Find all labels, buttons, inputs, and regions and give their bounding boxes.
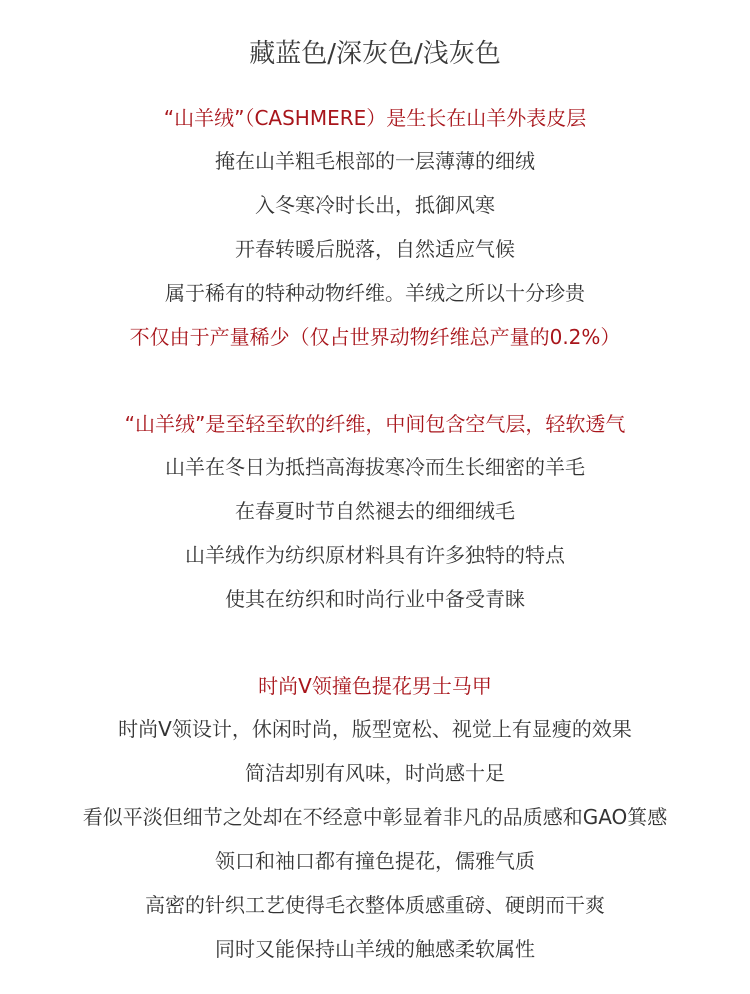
description-line: 山羊在冬日为抵挡高海拔寒冷而生长细密的羊毛 — [165, 455, 585, 479]
description-line: 使其在纺织和时尚行业中备受青睐 — [225, 587, 525, 611]
description-line: 在春夏时节自然褪去的细细绒毛 — [235, 499, 515, 523]
description-line: 开春转暖后脱落，自然适应气候 — [235, 237, 515, 261]
rarity-highlight: 不仅由于产量稀少（仅占世界动物纤维总产量的0.2%） — [129, 325, 621, 349]
product-heading: 时尚V领撞色提花男士马甲 — [258, 674, 492, 698]
description-line: 时尚V领设计，休闲时尚，版型宽松、视觉上有显瘦的效果 — [118, 717, 632, 741]
description-line: 入冬寒冷时长出，抵御风寒 — [255, 193, 495, 217]
description-line: 看似平淡但细节之处却在不经意中彰显着非凡的品质感和GAO箕感 — [82, 805, 668, 829]
description-line: 简洁却别有风味，时尚感十足 — [245, 761, 505, 785]
description-line: 领口和袖口都有撞色提花，儒雅气质 — [215, 849, 535, 873]
cashmere-heading: “山羊绒”（CASHMERE）是生长在山羊外表皮层 — [163, 106, 587, 130]
lightweight-heading: “山羊绒”是至轻至软的纤维，中间包含空气层，轻软透气 — [124, 412, 626, 436]
description-line: 同时又能保持山羊绒的触感柔软属性 — [215, 937, 535, 961]
description-line: 掩在山羊粗毛根部的一层薄薄的细绒 — [215, 149, 535, 173]
description-line: 山羊绒作为纺织原材料具有许多独特的特点 — [185, 543, 565, 567]
color-options-title: 藏蓝色/深灰色/浅灰色 — [249, 39, 501, 69]
description-line: 属于稀有的特种动物纤维。羊绒之所以十分珍贵 — [165, 281, 585, 305]
description-line: 高密的针织工艺使得毛衣整体质感重磅、硬朗而干爽 — [145, 893, 605, 917]
